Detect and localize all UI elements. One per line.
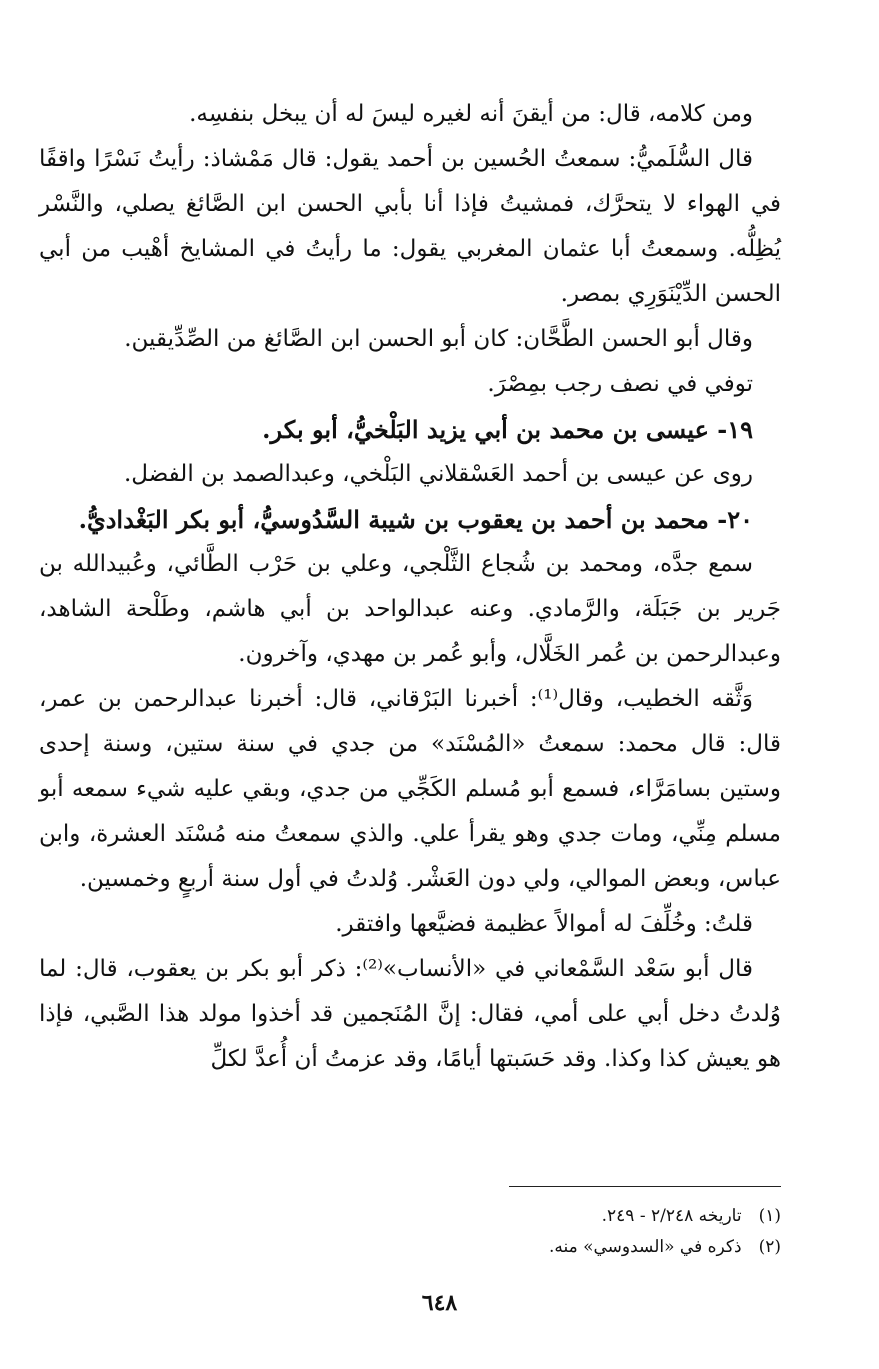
paragraph: سمع جدَّه، ومحمد بن شُجاع الثَّلْجي، وعلي بن حَرْب الطَّائي، وعُبيدالله بن جَرير بن جَبَلَة، والرَّمادي. وعنه عبدالواحد بن أبي هاشم، وطَلْحة الشاهد، وعبدالرحمن بن عُمر الخَلَّال، وأبو عُمر بن مهدي، وآخرون.: [39, 551, 781, 667]
footnote-number: (١): [758, 1206, 781, 1226]
paragraph: روى عن عيسى بن أحمد العَسْقلاني البَلْخي، وعبدالصمد بن الفضل.: [124, 461, 753, 487]
entry-heading: ١٩- عيسى بن محمد بن أبي يزيد البَلْخيُّ، أبو بكر.: [262, 415, 753, 444]
footnote-text: ذكره في «السدوسي» منه.: [548, 1237, 742, 1257]
paragraph: قال السُّلَميُّ: سمعتُ الحُسين بن أحمد يقول: قال مَمْشاذ: رأيتُ نَسْرًا واقفًا في الهواء لا يتحرَّك، فمشيتُ فإذا أنا بأبي الحسن ابن الصَّائغ يصلي، والنَّسْر يُظِلُّه. وسمعتُ أبا عثمان المغربي يقول: ما رأيتُ في المشايخ أهْيب من أبي الحسن الدِّيْنَوَرِي بمصر.: [39, 146, 781, 307]
page-number: ٦٤٨: [421, 1290, 458, 1316]
footnote-number: (٢): [758, 1237, 781, 1257]
footnote: [39, 1201, 781, 1232]
footnote-text: تاريخه ٢/٢٤٨ - ٢٤٩.: [601, 1206, 742, 1226]
footnote: [39, 1232, 781, 1263]
paragraph: وَثَّقه الخطيب، وقال⁽¹⁾: أخبرنا البَرْقاني، قال: أخبرنا عبدالرحمن بن عمر، قال: قال محمد: سمعتُ «المُسْنَد» من جدي في سنة ستين، وسنة إحدى وستين بسامَرَّاء، فسمع أبو مُسلم الكَجِّي من جدي، وبقي عليه شيء سمعه أبو مسلم مِنِّي، ومات جدي وهو يقرأ علي. والذي سمعتُ منه مُسْنَد العشرة، وابن عباس، وبعض الموالي، ولي دون العَشْر. وُلدتُ في أول سنة أربعٍ وخمسين.: [39, 686, 781, 892]
main-text: [39, 92, 781, 1082]
paragraph: ومن كلامه، قال: من أيقنَ أنه لغيره ليسَ له أن يبخل بنفسِه.: [189, 101, 753, 127]
paragraph: قال أبو سَعْد السَّمْعاني في «الأنساب»⁽²⁾: ذكر أبو بكر بن يعقوب، قال: لما وُلدتُ دخل أبي على أمي، فقال: إنَّ المُنَجمين قد أخذوا مولد هذا الصَّبي، فإذا هو يعيش كذا وكذا. وقد حَسَبتها أيامًا، وقد عزمتُ أن أُعدَّ لكلِّ: [39, 956, 781, 1072]
paragraph: توفي في نصف رجب بمِصْرَ.: [487, 371, 753, 397]
entry-heading: ٢٠- محمد بن أحمد بن يعقوب بن شيبة السَّدُوسيُّ، أبو بكر البَغْداديُّ.: [78, 505, 753, 534]
footnotes: [39, 1201, 781, 1263]
footnote-divider: [509, 1186, 781, 1187]
paragraph: قلتُ: وخُلِّفَ له أموالاً عظيمة فضيَّعها وافتقر.: [335, 911, 753, 937]
paragraph: وقال أبو الحسن الطَّحَّان: كان أبو الحسن ابن الصَّائغ من الصِّدِّيقين.: [124, 326, 753, 352]
